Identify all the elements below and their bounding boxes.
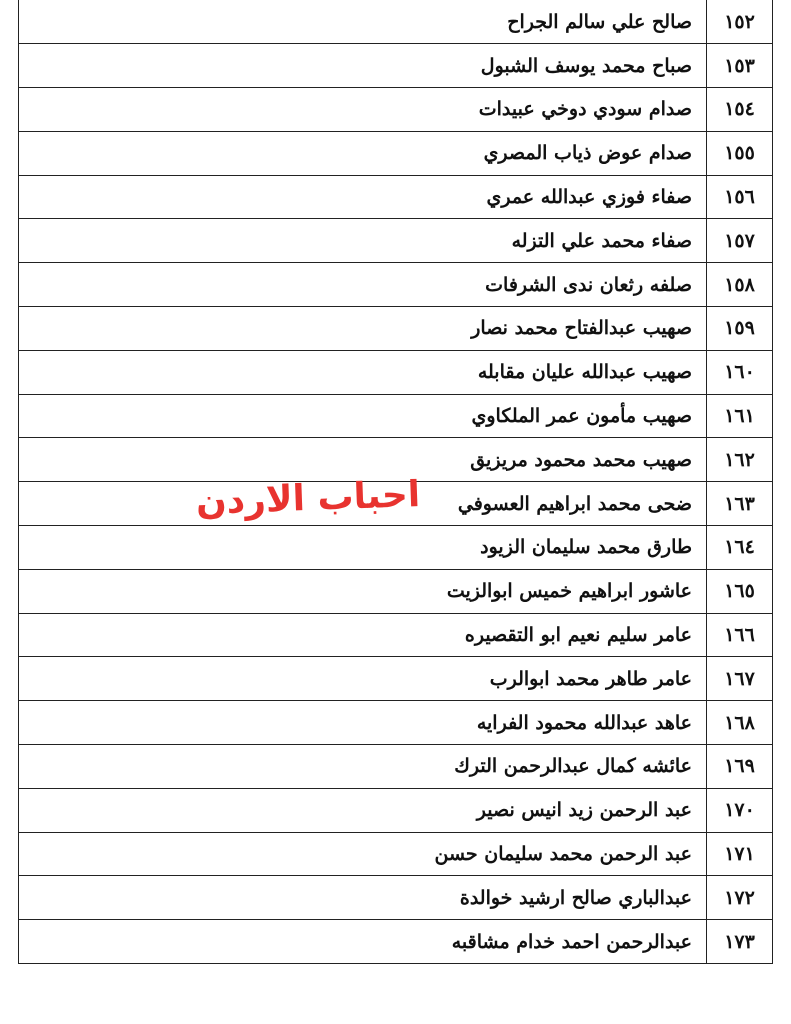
row-number: ١٦٨ — [707, 701, 773, 745]
table-row — [19, 788, 773, 832]
row-number: ١٥٥ — [707, 131, 773, 175]
row-name: عامر سليم نعيم ابو التقصيره — [19, 613, 707, 657]
row-number: ١٥٩ — [707, 307, 773, 351]
table-row — [19, 307, 773, 351]
row-number: ١٥٢ — [707, 0, 773, 44]
table-row — [19, 876, 773, 920]
row-number: ١٦١ — [707, 394, 773, 438]
row-number: ١٦٧ — [707, 657, 773, 701]
row-name: صهيب عبدالفتاح محمد نصار — [19, 307, 707, 351]
row-number: ١٧٢ — [707, 876, 773, 920]
table-row — [19, 526, 773, 570]
table-row — [19, 350, 773, 394]
row-name: عبد الرحمن زيد انيس نصير — [19, 788, 707, 832]
table-row — [19, 219, 773, 263]
row-number: ١٥٣ — [707, 44, 773, 88]
row-number: ١٦٩ — [707, 745, 773, 789]
row-number: ١٧٣ — [707, 920, 773, 964]
row-name: ضحى محمد ابراهيم العسوفي — [19, 482, 707, 526]
table-row — [19, 701, 773, 745]
row-name: صالح علي سالم الجراح — [19, 0, 707, 44]
row-name: عاشور ابراهيم خميس ابوالزيت — [19, 569, 707, 613]
row-number: ١٧٠ — [707, 788, 773, 832]
row-number: ١٦٣ — [707, 482, 773, 526]
row-number: ١٥٨ — [707, 263, 773, 307]
row-name: عبدالباري صالح ارشيد خوالدة — [19, 876, 707, 920]
row-name: صفاء محمد علي التزله — [19, 219, 707, 263]
table-row — [19, 394, 773, 438]
row-name: صباح محمد يوسف الشبول — [19, 44, 707, 88]
table-row — [19, 131, 773, 175]
row-name: طارق محمد سليمان الزيود — [19, 526, 707, 570]
row-name: صلفه رثعان ندى الشرفات — [19, 263, 707, 307]
table-row — [19, 920, 773, 964]
row-name: عائشه كمال عبدالرحمن الترك — [19, 745, 707, 789]
row-number: ١٦٤ — [707, 526, 773, 570]
table-row — [19, 175, 773, 219]
table-row — [19, 88, 773, 132]
row-name: صهيب مأمون عمر الملكاوي — [19, 394, 707, 438]
row-number: ١٦٦ — [707, 613, 773, 657]
table-row — [19, 0, 773, 44]
row-name: عامر طاهر محمد ابوالرب — [19, 657, 707, 701]
row-name: عبدالرحمن احمد خدام مشاقبه — [19, 920, 707, 964]
row-number: ١٧١ — [707, 832, 773, 876]
watermark-text: احباب الاردن — [195, 474, 421, 523]
row-number: ١٦٥ — [707, 569, 773, 613]
table-row — [19, 569, 773, 613]
table-row — [19, 832, 773, 876]
row-name: صهيب محمد محمود مريزيق — [19, 438, 707, 482]
table-row — [19, 613, 773, 657]
row-name: صفاء فوزي عبدالله عمري — [19, 175, 707, 219]
row-number: ١٥٦ — [707, 175, 773, 219]
row-number: ١٦٠ — [707, 350, 773, 394]
row-number: ١٥٤ — [707, 88, 773, 132]
row-name: عاهد عبدالله محمود الفرايه — [19, 701, 707, 745]
table-row — [19, 745, 773, 789]
table-row — [19, 657, 773, 701]
row-name: صدام عوض ذياب المصري — [19, 131, 707, 175]
row-name: عبد الرحمن محمد سليمان حسن — [19, 832, 707, 876]
row-name: صهيب عبدالله عليان مقابله — [19, 350, 707, 394]
table-row — [19, 263, 773, 307]
row-number: ١٦٢ — [707, 438, 773, 482]
row-number: ١٥٧ — [707, 219, 773, 263]
row-name: صدام سودي دوخي عبيدات — [19, 88, 707, 132]
table-row — [19, 44, 773, 88]
